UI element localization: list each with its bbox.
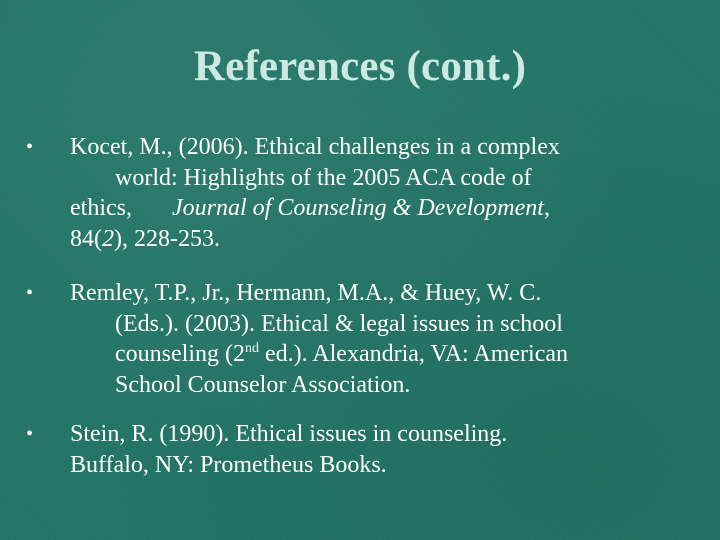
reference-line: Kocet, M., (2006). Ethical challenges in a complex <box>70 134 560 160</box>
journal-title: Journal of Counseling & Development <box>171 195 544 221</box>
reference-line: Remley, T.P., Jr., Hermann, M.A., & Huey, W. C. <box>70 280 542 306</box>
bullet-icon: • <box>26 136 34 158</box>
reference-text: ed.). Alexandria, VA: American <box>258 341 569 367</box>
reference-line <box>70 224 220 255</box>
issue-number: 2 <box>102 225 114 252</box>
reference-line: School Counselor Association. <box>115 371 411 398</box>
reference-line: Buffalo, NY: Prometheus Books. <box>70 451 387 478</box>
reference-text: ), 228-253. <box>114 225 220 252</box>
reference-line: (Eds.). (2003). Ethical & legal issues in school <box>115 310 563 337</box>
reference-line: Stein, R. (1990). Ethical issues in counseling. <box>70 421 508 447</box>
ordinal-suffix: nd <box>244 341 259 356</box>
reference-line <box>115 339 568 370</box>
reference-text: 84( <box>70 225 102 252</box>
reference-line <box>70 193 550 224</box>
bullet-icon: • <box>26 423 34 445</box>
slide-title: References (cont.) <box>193 43 527 90</box>
reference-line: world: Highlights of the 2005 ACA code of <box>115 164 532 191</box>
reference-text: ethics, <box>70 195 132 221</box>
bullet-icon: • <box>26 282 34 304</box>
reference-text: , <box>543 195 550 221</box>
reference-text: counseling (2 <box>115 341 245 367</box>
